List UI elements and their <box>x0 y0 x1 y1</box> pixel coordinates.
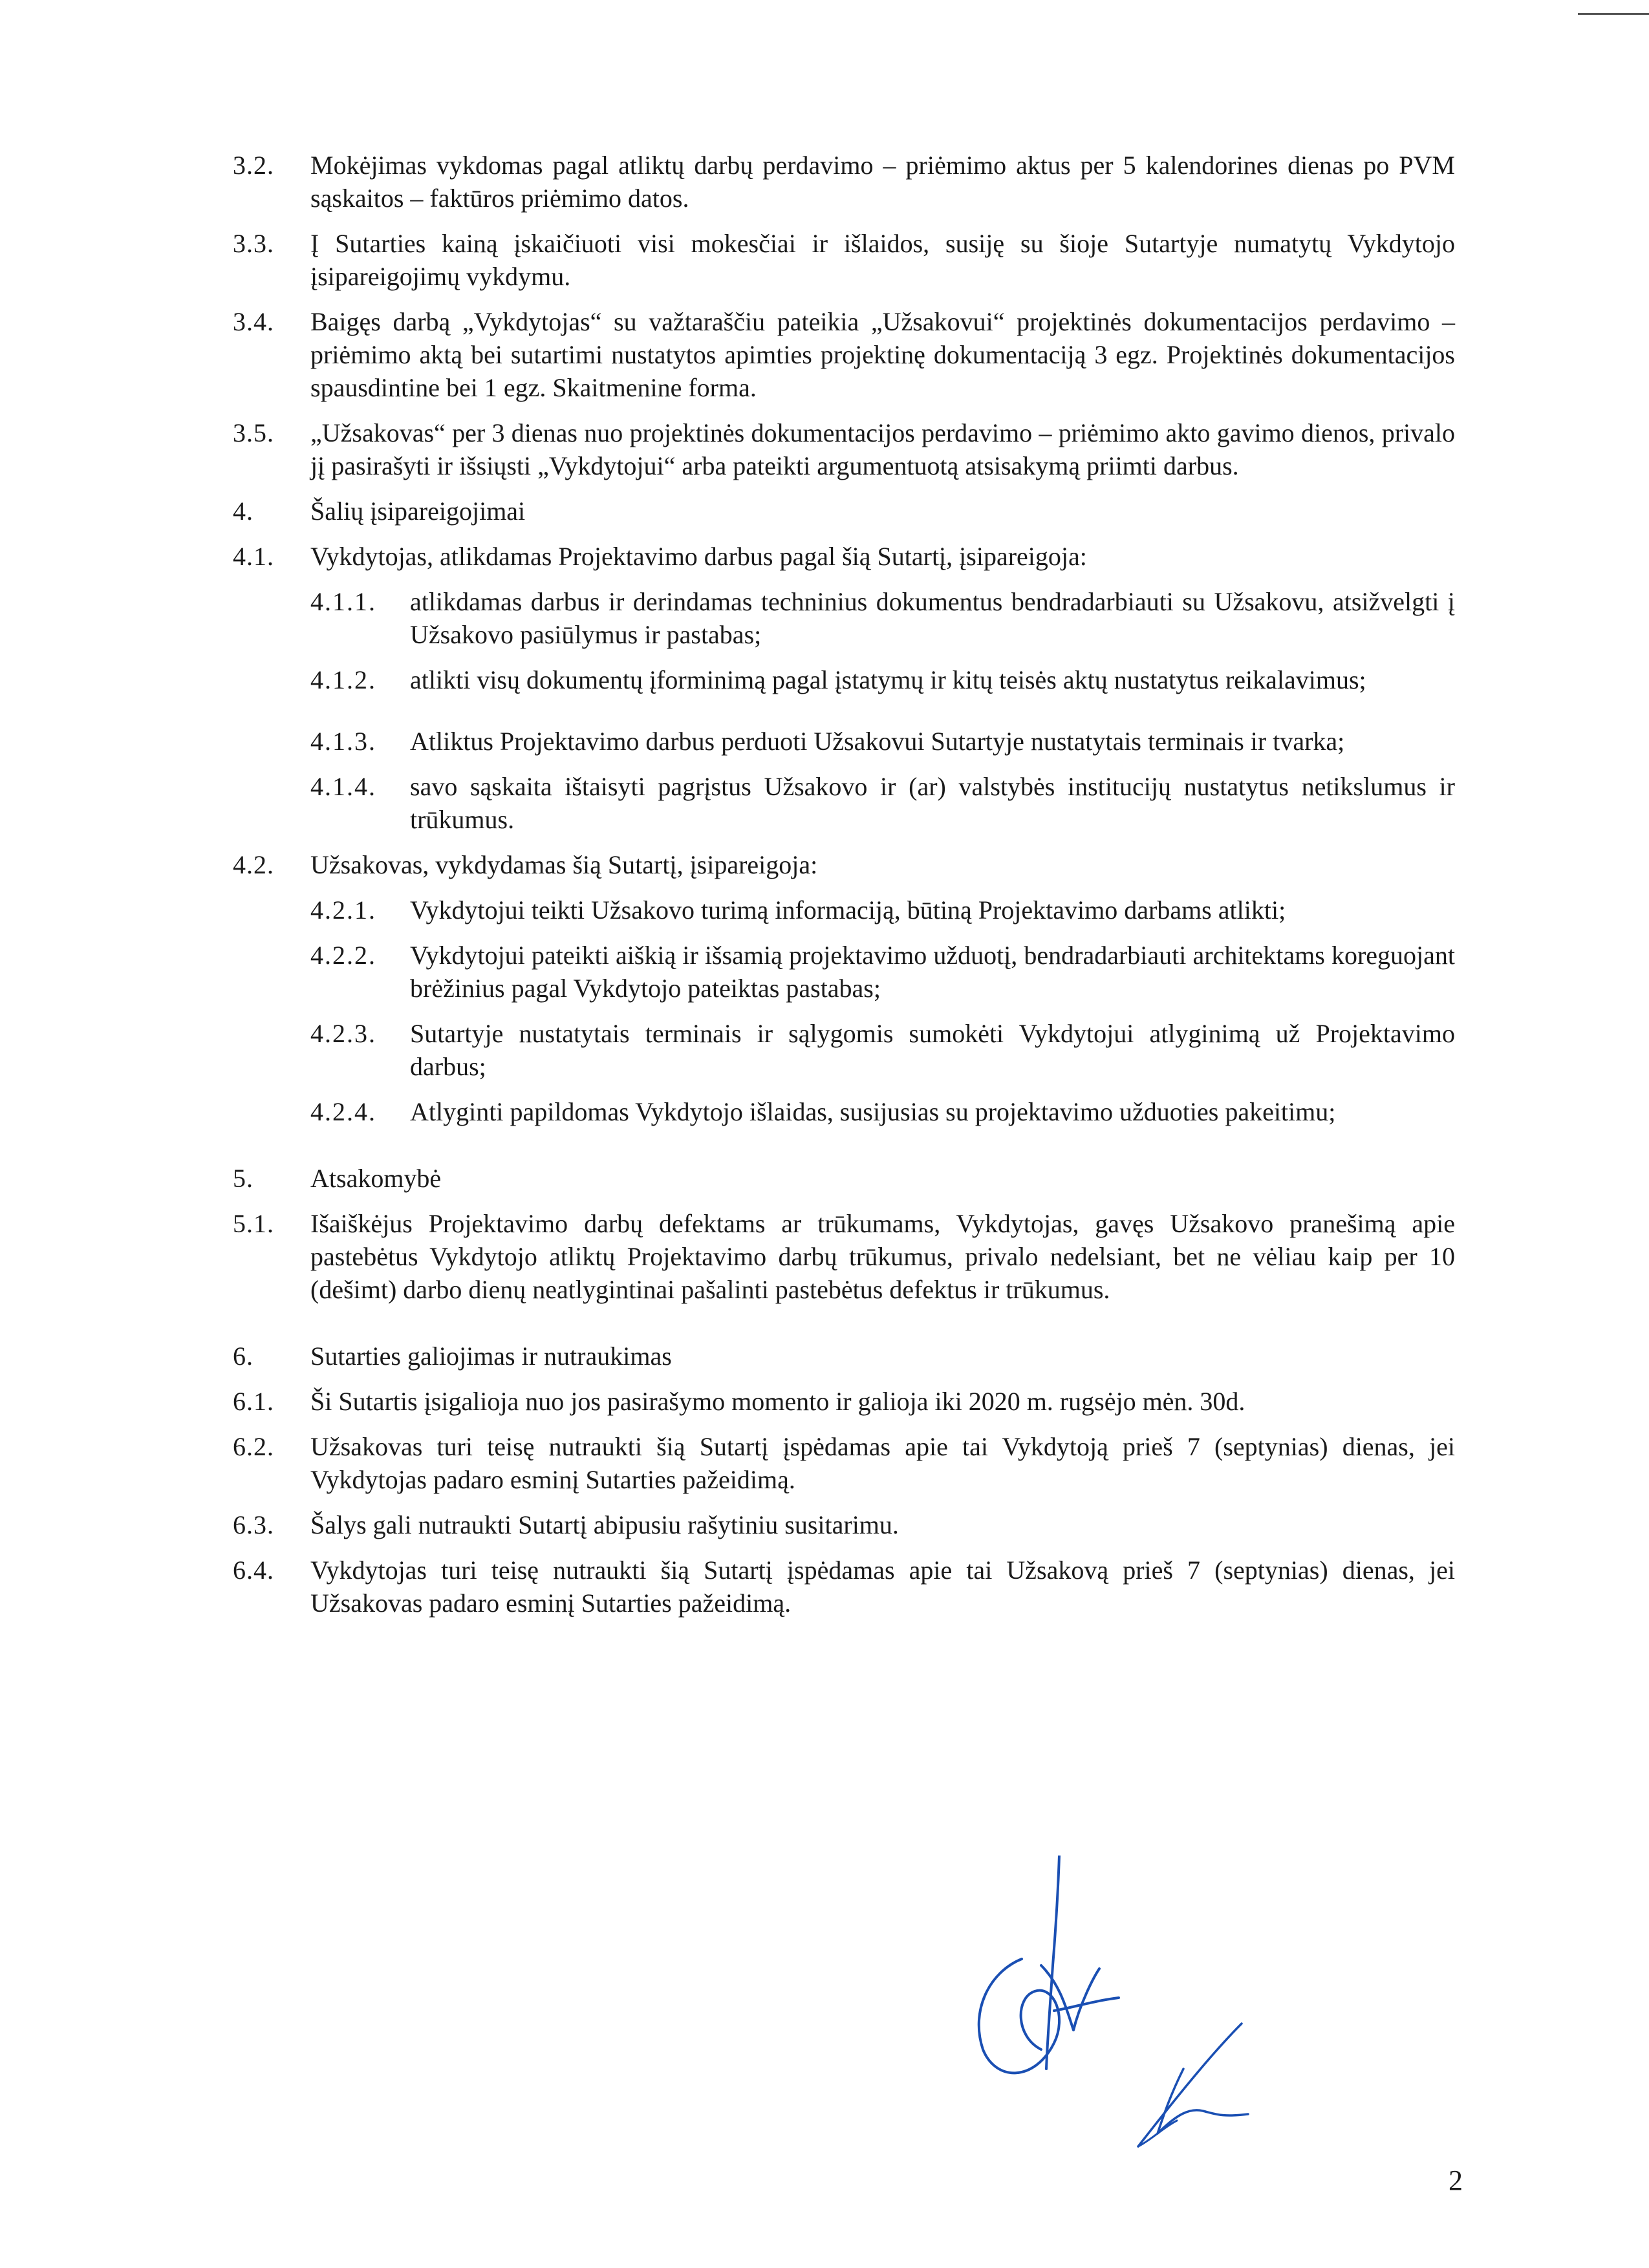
clause-number: 4.2.2. <box>310 941 376 970</box>
clause-6-3 <box>233 1508 1455 1541</box>
clause-4-1-1 <box>310 585 1455 651</box>
clause-number: 4.2.3. <box>310 1019 376 1048</box>
clause-5-1 <box>233 1207 1455 1306</box>
clause-3-4 <box>233 305 1455 404</box>
clause-number: 3.4. <box>233 307 274 336</box>
clause-text: Į Sutarties kainą įskaičiuoti visi mokesčiai ir išlaidos, susiję su šioje Sutartyje numatytų Vykdytojo įsipareigojimų vykdymu. <box>310 229 1455 291</box>
clause-4-2-2 <box>310 939 1455 1005</box>
clause-text: atlikti visų dokumentų įforminimą pagal įstatymų ir kitų teisės aktų nustatytus reikalavimus; <box>410 665 1366 694</box>
clause-text: Sutartyje nustatytais terminais ir sąlygomis sumokėti Vykdytojui atlyginimą už Projektavimo darbus; <box>410 1019 1455 1081</box>
clause-4-2-3 <box>310 1017 1455 1083</box>
clause-text: Užsakovas, vykdydamas šią Sutartį, įsipareigoja: <box>310 850 818 879</box>
clause-6-1 <box>233 1385 1455 1418</box>
clause-number: 3.2. <box>233 151 274 180</box>
clause-number: 6.4. <box>233 1556 274 1585</box>
clause-number: 4.1.2. <box>310 665 376 694</box>
clause-text: Šalys gali nutraukti Sutartį abipusiu rašytiniu susitarimu. <box>310 1510 899 1539</box>
clause-4-2 <box>233 848 1455 881</box>
clause-text: Mokėjimas vykdomas pagal atliktų darbų perdavimo – priėmimo aktus per 5 kalendorines dienas po PVM sąskaitos – faktūros priėmimo datos. <box>310 151 1455 213</box>
clause-3-3 <box>233 227 1455 293</box>
clause-6-4 <box>233 1554 1455 1620</box>
clause-number: 6.1. <box>233 1387 274 1416</box>
section-number: 6. <box>233 1342 253 1371</box>
clause-text: Atlyginti papildomas Vykdytojo išlaidas, susijusias su projektavimo užduoties pakeitimu; <box>410 1097 1336 1126</box>
clause-number: 4.2.4. <box>310 1097 376 1126</box>
clause-4-2-4 <box>310 1095 1455 1128</box>
clause-number: 4.1. <box>233 542 274 571</box>
page-number: 2 <box>1449 2165 1463 2196</box>
clause-number: 4.1.1. <box>310 587 376 616</box>
clause-text: Vykdytojas turi teisę nutraukti šią Sutartį įspėdamas apie tai Užsakovą prieš 7 (septynias) dienas, jei Užsakovas padaro esminį Sutarties pažeidimą. <box>310 1556 1455 1618</box>
clause-text: Ši Sutartis įsigalioja nuo jos pasirašymo momento ir galioja iki 2020 m. rugsėjo mėn. 30d. <box>310 1387 1245 1416</box>
section-title: Šalių įsipareigojimai <box>310 497 526 526</box>
clause-text: Atliktus Projektavimo darbus perduoti Užsakovui Sutartyje nustatytais terminais ir tvarka; <box>410 727 1345 756</box>
section-heading-6 <box>233 1340 1455 1373</box>
clause-number: 6.2. <box>233 1432 274 1461</box>
handwritten-signatures <box>944 1856 1293 2166</box>
clause-text: Vykdytojas, atlikdamas Projektavimo darbus pagal šią Sutartį, įsipareigoja: <box>310 542 1087 571</box>
clause-number: 6.3. <box>233 1510 274 1539</box>
clause-text: atlikdamas darbus ir derindamas techninius dokumentus bendradarbiauti su Užsakovu, atsižvelgti į Užsakovo pasiūlymus ir pastabas; <box>410 587 1455 649</box>
clause-4-1-4 <box>310 770 1455 836</box>
clause-text: Išaiškėjus Projektavimo darbų defektams ar trūkumams, Vykdytojas, gavęs Užsakovo pranešimą apie pastebėtus Vykdytojo atliktų Projektavimo darbų trūkumus, privalo nedelsiant, bet ne vėliau kaip per 10 (dešimt) darbo dienų neatlygintinai pašalinti pastebėtus defektus ir trūkumus. <box>310 1209 1455 1304</box>
contract-page-body <box>233 149 1455 1632</box>
clause-number: 3.3. <box>233 229 274 258</box>
clause-6-2 <box>233 1430 1455 1496</box>
clause-text: Vykdytojui pateikti aiškią ir išsamią projektavimo užduotį, bendradarbiauti architektams koreguojant brėžinius pagal Vykdytojo pateiktas pastabas; <box>410 941 1455 1003</box>
clause-4-1-2 <box>310 663 1455 696</box>
clause-number: 3.5. <box>233 418 274 447</box>
section-number: 4. <box>233 497 253 526</box>
section-title: Sutarties galiojimas ir nutraukimas <box>310 1342 672 1371</box>
scan-edge-mark <box>1578 13 1649 15</box>
clause-3-5 <box>233 416 1455 482</box>
section-title: Atsakomybė <box>310 1164 442 1193</box>
clause-3-2 <box>233 149 1455 215</box>
clause-text: Baigęs darbą „Vykdytojas“ su važtaraščiu pateikia „Užsakovui“ projektinės dokumentacijos perdavimo – priėmimo aktą bei sutartimi nustatytos apimties projektinę dokumentaciją 3 egz. Projektinės dokumentacijos spausdintine bei 1 egz. Skaitmenine forma. <box>310 307 1455 402</box>
section-number: 5. <box>233 1164 253 1193</box>
clause-text: savo sąskaita ištaisyti pagrįstus Užsakovo ir (ar) valstybės institucijų nustatytus netikslumus ir trūkumus. <box>410 772 1455 834</box>
clause-4-2-1 <box>310 893 1455 926</box>
clause-text: „Užsakovas“ per 3 dienas nuo projektinės dokumentacijos perdavimo – priėmimo akto gavimo dienos, privalo jį pasirašyti ir išsiųsti „Vykdytojui“ arba pateikti argumentuotą atsisakymą priimti darbus. <box>310 418 1455 480</box>
signature-second <box>1138 2024 1248 2146</box>
clause-4-1-3 <box>310 725 1455 758</box>
clause-number: 4.2. <box>233 850 274 879</box>
clause-number: 4.1.3. <box>310 727 376 756</box>
clause-number: 5.1. <box>233 1209 274 1238</box>
clause-text: Užsakovas turi teisę nutraukti šią Sutartį įspėdamas apie tai Vykdytoją prieš 7 (septynias) dienas, jei Vykdytojas padaro esminį Sutarties pažeidimą. <box>310 1432 1455 1494</box>
clause-text: Vykdytojui teikti Užsakovo turimą informaciją, būtiną Projektavimo darbams atlikti; <box>410 895 1286 925</box>
clause-number: 4.2.1. <box>310 895 376 925</box>
signature-first <box>979 1856 1119 2073</box>
clause-number: 4.1.4. <box>310 772 376 801</box>
section-heading-5 <box>233 1162 1455 1195</box>
clause-4-1 <box>233 540 1455 573</box>
section-heading-4 <box>233 495 1455 528</box>
